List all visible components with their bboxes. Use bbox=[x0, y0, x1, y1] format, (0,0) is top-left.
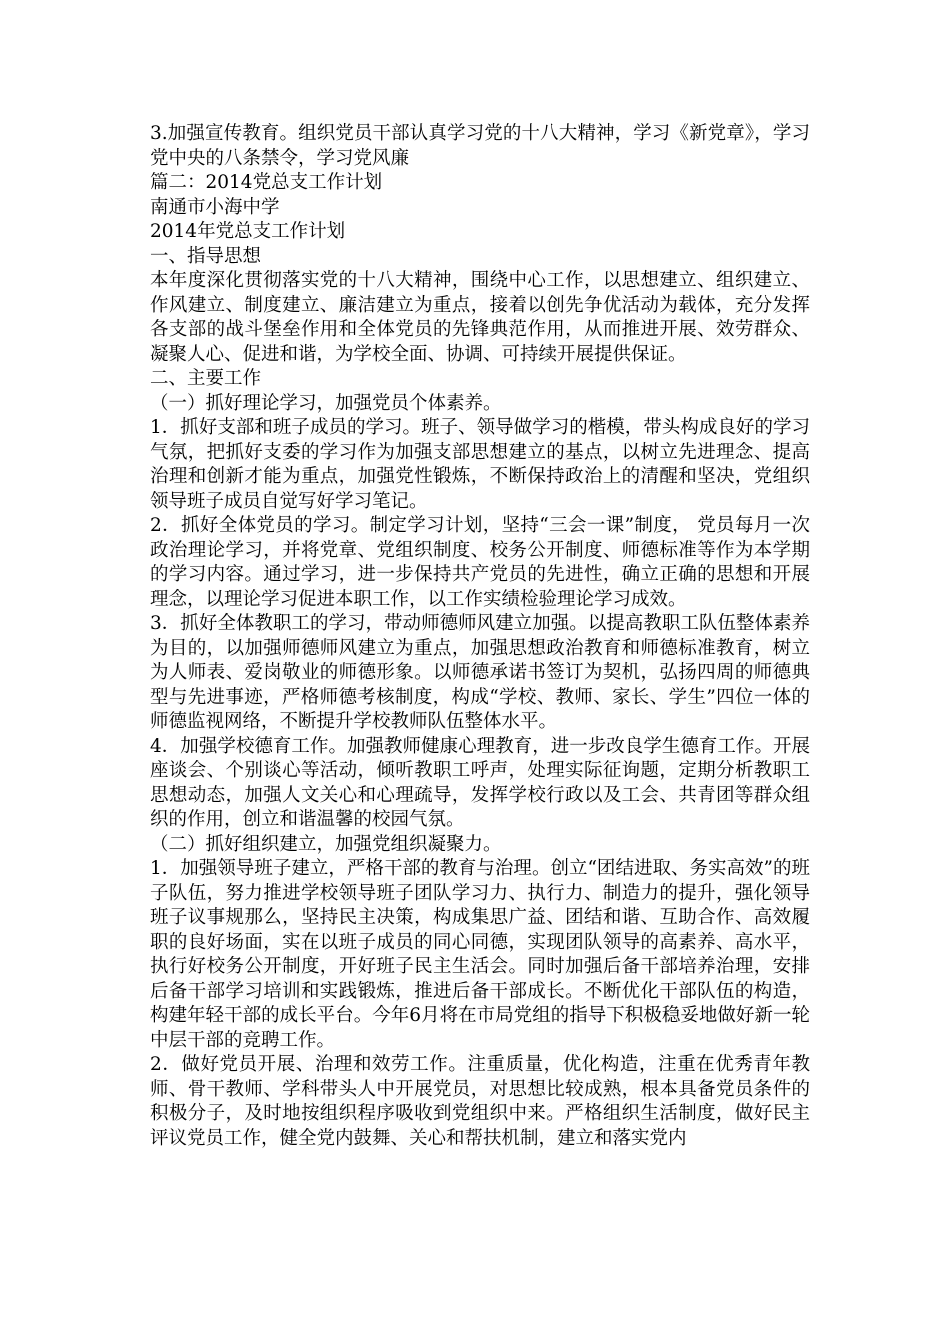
paragraph-item-1-leadership: 1．加强领导班子建立，严格干部的教育与治理。创立“团结进取、务实高效”的班子队伍，努力推进学校领导班子团队学习力、执行力、制造力的提升，强化领导班子议事规那么，坚持民主决策，构成集思广益、团结和谐、互助合作、高效履职的良好场面，实在以班子成员的同心同德，实现团队领导的高素养、高水平，执行好校务公开制度，开好班子民主生活会。同时加强后备干部培养治理，安排后备干部学习培训和实践锻炼，推进后备干部成长。不断优化干部队伍的构造，构建年轻干部的成长平台。今年6月将在市局党组的指导下积极稳妥地做好新一轮中层干部的竞聘工作。 bbox=[150, 858, 810, 1051]
plan-title: 2014年党总支工作计划 bbox=[150, 221, 346, 242]
paragraph-item-4-moral-education: 4．加强学校德育工作。加强教师健康心理教育，进一步改良学生德育工作。开展座谈会、个别谈心等活动，倾听教职工呼声，处理实际征询题，定期分析教职工思想动态，加强人文关心和心理疏导，发挥学校行政以及工会、共青团等群众组织的作用，创立和谐温馨的校园气氛。 bbox=[150, 735, 810, 830]
paragraph-propaganda-education: 3.加强宣传教育。组织党员干部认真学习党的十八大精神，学习《新党章》，学习党中央的八条禁令，学习党风廉 bbox=[150, 123, 810, 169]
paragraph-item-3-staff-study: 3．抓好全体教职工的学习，带动师德师风建立加强。以提高教职工队伍整体素养为目的，以加强师德师风建立为重点，加强思想政治教育和师德标准教育，树立为人师表、爱岗敬业的师德形象。以师德承诺书签订为契机，弘扬四周的师德典型与先进事迹，严格师德考核制度，构成“学校、教师、家长、学生”四位一体的师德监视网络，不断提升学校教师队伍整体水平。 bbox=[150, 613, 810, 732]
paragraph-item-2-member-development: 2．做好党员开展、治理和效劳工作。注重质量，优化构造，注重在优秀青年教师、骨干教师、学科带头人中开展党员，对思想比较成熟，根本具备党员条件的积极分子，及时地按组织程序吸收到党组织中来。严格组织生活制度，做好民主评议党员工作，健全党内鼓舞、关心和帮扶机制，建立和落实党内 bbox=[150, 1054, 810, 1149]
subheading-theory-study: （一）抓好理论学习，加强党员个体素养。 bbox=[150, 392, 502, 414]
subheading-organization-building: （二）抓好组织建立，加强党组织凝聚力。 bbox=[150, 833, 502, 855]
paragraph-guiding-ideology: 本年度深化贯彻落实党的十八大精神，围绕中心工作，以思想建立、组织建立、作风建立、制度建立、廉洁建立为重点，接着以创先争优活动为载体，充分发挥各支部的战斗堡垒作用和全体党员的先锋典范作用，从而推进开展、效劳群众、凝聚人心、促进和谐，为学校全面、协调、可持续开展提供保证。 bbox=[150, 270, 810, 365]
paragraph-item-2-member-study: 2．抓好全体党员的学习。制定学习计划，坚持“三会一课”制度， 党员每月一次政治理论学习，并将党章、党组织制度、校务公开制度、师德标准等作为本学期的学习内容。通过学习，进一步保持共产党员的先进性，确立正确的思想和开展理念，以理论学习促进本职工作，以工作实绩检验理论学习成效。 bbox=[150, 515, 810, 610]
section-heading-part-two: 篇二：2014党总支工作计划 bbox=[150, 172, 383, 193]
school-name: 南通市小海中学 bbox=[150, 196, 280, 218]
heading-main-work: 二、主要工作 bbox=[150, 368, 262, 389]
document-body bbox=[150, 122, 810, 1151]
paragraph-item-1-branch-study: 1．抓好支部和班子成员的学习。班子、领导做学习的楷模，带头构成良好的学习气氛，把抓好支委的学习作为加强支部思想建立的基点，以树立先进理念、提高治理和创新才能为重点，加强党性锻炼，不断保持政治上的清醒和坚决，党组织领导班子成员自觉写好学习笔记。 bbox=[150, 417, 810, 512]
heading-guiding-ideology: 一、指导思想 bbox=[150, 245, 262, 267]
